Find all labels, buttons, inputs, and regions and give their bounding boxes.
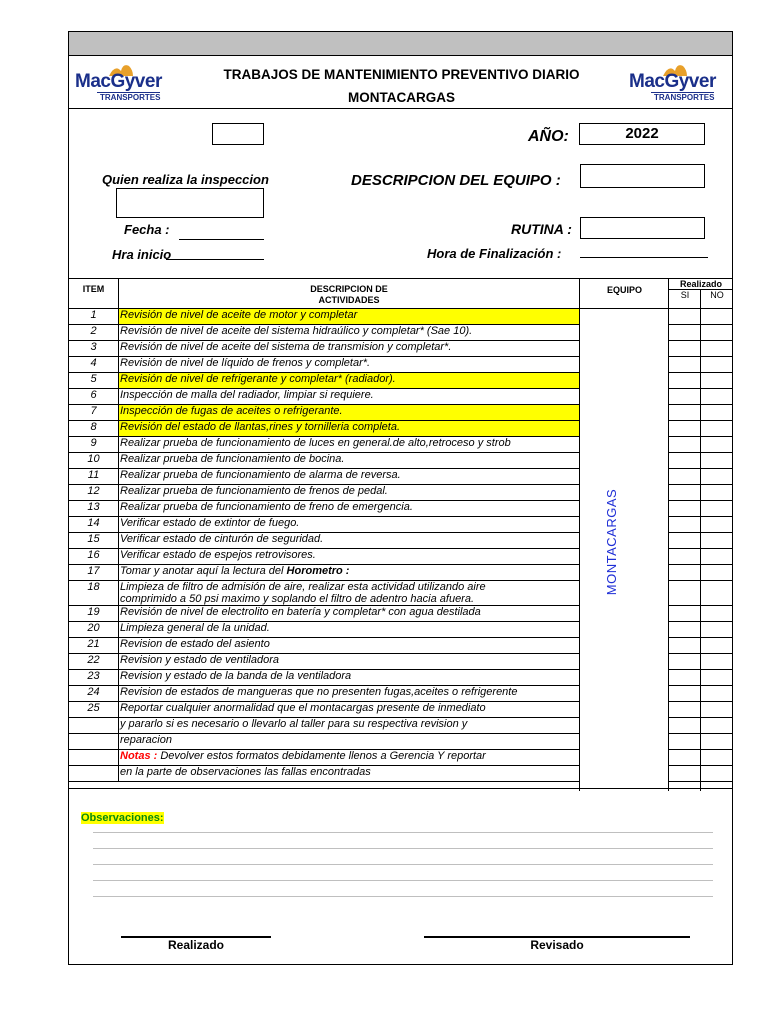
no-checkbox[interactable] <box>702 549 732 564</box>
si-checkbox[interactable] <box>670 501 700 516</box>
item-number: 9 <box>90 437 97 449</box>
no-checkbox[interactable] <box>702 686 732 701</box>
no-checkbox[interactable] <box>702 437 732 452</box>
horometro-label: Horometro : <box>286 565 350 577</box>
logo-left <box>75 62 175 104</box>
si-checkbox[interactable] <box>670 702 700 717</box>
no-checkbox[interactable] <box>702 750 732 765</box>
col-realizado-header: Realizado <box>679 279 722 289</box>
item-number: 24 <box>87 686 100 698</box>
no-checkbox[interactable] <box>702 766 732 781</box>
item-number: 21 <box>87 638 100 650</box>
activity-line: Revisión de nivel de líquido de frenos y completar*. <box>120 357 371 369</box>
activity-text <box>119 702 580 717</box>
si-checkbox[interactable] <box>670 654 700 669</box>
activity-line: Revisión de nivel de aceite de motor y completar <box>120 309 358 321</box>
anio-label: AÑO: <box>528 128 569 145</box>
activity-line: Revisión de nivel de aceite del sistema hidraúlico y completar* (Sae 10). <box>120 325 473 337</box>
top-bar <box>69 32 732 56</box>
header-divider <box>69 108 732 109</box>
logo-brand: MacGyver <box>75 71 162 92</box>
activity-text <box>119 622 580 637</box>
activity-line: Revisión del estado de llantas,rines y tornilleria completa. <box>120 421 401 433</box>
obs-line[interactable] <box>93 832 713 833</box>
si-checkbox[interactable] <box>670 606 700 621</box>
col-line <box>118 279 119 781</box>
activity-text <box>119 517 580 532</box>
fecha-field[interactable] <box>179 239 264 240</box>
no-checkbox[interactable] <box>702 517 732 532</box>
activity-text <box>119 734 580 749</box>
no-checkbox[interactable] <box>702 325 732 340</box>
activity-line: Realizar prueba de funcionamiento de luces en general.de alto,retroceso y strob <box>120 437 511 449</box>
activity-text <box>119 485 580 500</box>
no-checkbox[interactable] <box>702 606 732 621</box>
activity-line: Limpieza general de la unidad. <box>120 622 270 634</box>
rutina-field[interactable] <box>580 217 705 239</box>
logo-sub: TRANSPORTES <box>651 92 714 102</box>
no-checkbox[interactable] <box>702 533 732 548</box>
activity-text <box>119 389 580 404</box>
item-number: 13 <box>87 501 100 513</box>
equipo-header-line <box>580 308 669 309</box>
activity-line: Revisión de nivel de aceite del sistema de transmision y completar*. <box>120 341 452 353</box>
activity-line: Tomar y anotar aquí la lectura del <box>120 565 284 577</box>
col-si-header: SI <box>680 290 690 300</box>
si-checkbox[interactable] <box>670 437 700 452</box>
activity-text <box>119 718 580 733</box>
activity-line: Inspección de malla del radiador, limpiar si requiere. <box>120 389 374 401</box>
realizado-label: Realizado <box>167 938 224 952</box>
obs-line[interactable] <box>93 880 713 881</box>
item-number: 14 <box>87 517 100 529</box>
no-checkbox[interactable] <box>702 718 732 733</box>
activity-line: Revision y estado de ventiladora <box>120 654 279 666</box>
si-checkbox[interactable] <box>670 325 700 340</box>
item-number: 15 <box>87 533 100 545</box>
no-checkbox[interactable] <box>702 357 732 372</box>
item-number: 3 <box>90 341 97 353</box>
inspector-field[interactable] <box>116 188 264 218</box>
item-number: 12 <box>87 485 100 497</box>
no-checkbox[interactable] <box>702 581 732 605</box>
activity-text <box>119 606 580 621</box>
item-number: 2 <box>90 325 97 337</box>
no-checkbox[interactable] <box>702 622 732 637</box>
activity-text <box>119 325 580 340</box>
col-equipo-header: EQUIPO <box>606 285 642 295</box>
activity-text <box>119 750 580 765</box>
activity-line: Reportar cualquier anormalidad que el montacargas presente de inmediato <box>120 702 486 714</box>
no-checkbox[interactable] <box>702 485 732 500</box>
fecha-label: Fecha : <box>124 222 170 237</box>
item-number: 22 <box>87 654 100 666</box>
no-checkbox[interactable] <box>702 405 732 420</box>
activity-line: Revisión de nivel de refrigerante y completar* (radiador). <box>120 373 396 385</box>
item-number: 10 <box>87 453 100 465</box>
hora-fin-field[interactable] <box>580 257 708 258</box>
si-checkbox[interactable] <box>670 389 700 404</box>
activity-line: Realizar prueba de funcionamiento de bocina. <box>120 453 345 465</box>
si-checkbox[interactable] <box>670 341 700 356</box>
activity-text <box>119 437 580 452</box>
activities-table <box>69 279 734 789</box>
si-checkbox[interactable] <box>670 485 700 500</box>
col-line <box>668 279 669 791</box>
item-number: 1 <box>90 309 97 321</box>
si-checkbox[interactable] <box>670 686 700 701</box>
no-checkbox[interactable] <box>702 469 732 484</box>
hora-fin-label: Hora de Finalización : <box>427 246 562 261</box>
quien-label: Quien realiza la inspeccion <box>102 172 269 187</box>
activity-line: Realizar prueba de funcionamiento de frenos de pedal. <box>120 485 388 497</box>
item-number: 8 <box>90 421 97 433</box>
no-checkbox[interactable] <box>702 309 732 324</box>
si-checkbox[interactable] <box>670 533 700 548</box>
item-number: 5 <box>90 373 97 385</box>
item-number: 19 <box>87 606 100 618</box>
si-checkbox[interactable] <box>670 421 700 436</box>
anio-field[interactable]: 2022 <box>579 123 705 145</box>
title-line2: MONTACARGAS <box>348 90 455 105</box>
activity-text <box>119 405 580 420</box>
activity-text <box>119 453 580 468</box>
activity-text <box>119 357 580 372</box>
activity-text <box>119 421 580 436</box>
activity-text <box>119 581 580 605</box>
activity-text <box>119 766 580 781</box>
no-checkbox[interactable] <box>702 654 732 669</box>
no-checkbox[interactable] <box>702 702 732 717</box>
no-checkbox[interactable] <box>702 373 732 388</box>
si-checkbox[interactable] <box>670 469 700 484</box>
no-checkbox[interactable] <box>702 734 732 749</box>
item-number: 17 <box>87 565 100 577</box>
obs-line[interactable] <box>93 864 713 865</box>
top-small-box[interactable] <box>212 123 264 145</box>
si-checkbox[interactable] <box>670 670 700 685</box>
si-checkbox[interactable] <box>670 405 700 420</box>
col-line <box>700 289 701 791</box>
realizado-sub-line <box>669 289 733 290</box>
activity-line: y pararlo si es necesario o llevarlo al taller para su respectiva revision y <box>120 718 468 730</box>
si-checkbox[interactable] <box>670 453 700 468</box>
activity-text <box>119 373 580 388</box>
activity-line: Verificar estado de extintor de fuego. <box>120 517 300 529</box>
activity-text <box>119 549 580 564</box>
observaciones-label: Observaciones: <box>81 812 164 824</box>
table-bottom-border <box>69 788 732 789</box>
activity-line: Revision de estado del asiento <box>120 638 270 650</box>
si-checkbox[interactable] <box>670 581 700 605</box>
no-checkbox[interactable] <box>702 389 732 404</box>
descripcion-field[interactable] <box>580 164 705 188</box>
activity-line: comprimido a 50 psi maximo y soplando el filtro de adentro hacia afuera. <box>120 593 475 605</box>
item-number: 4 <box>90 357 97 369</box>
si-checkbox[interactable] <box>670 638 700 653</box>
activity-text <box>119 533 580 548</box>
no-checkbox[interactable] <box>702 453 732 468</box>
no-checkbox[interactable] <box>702 565 732 580</box>
notes-label: Notas : <box>120 750 158 762</box>
hra-inicio-field[interactable] <box>166 259 264 260</box>
item-number: 6 <box>90 389 97 401</box>
activity-line: Verificar estado de espejos retrovisores. <box>120 549 316 561</box>
si-checkbox[interactable] <box>670 766 700 781</box>
logo-brand: MacGyver <box>629 71 716 92</box>
col-no-header: NO <box>710 290 724 300</box>
no-checkbox[interactable] <box>702 341 732 356</box>
activity-line: Devolver estos formatos debidamente llenos a Gerencia Y reportar <box>160 750 486 762</box>
si-checkbox[interactable] <box>670 549 700 564</box>
item-number: 16 <box>87 549 100 561</box>
activity-line: Realizar prueba de funcionamiento de freno de emergencia. <box>120 501 413 513</box>
equipo-value: MONTACARGAS <box>604 488 619 596</box>
activity-line: Limpieza de filtro de admisión de aire, realizar esta actividad utilizando aire <box>120 581 486 593</box>
si-checkbox[interactable] <box>670 517 700 532</box>
no-checkbox[interactable] <box>702 670 732 685</box>
logo-right <box>629 62 729 104</box>
activity-text <box>119 686 580 701</box>
activity-text <box>119 638 580 653</box>
item-number: 11 <box>87 469 100 481</box>
descripcion-label: DESCRIPCION DEL EQUIPO : <box>351 172 561 189</box>
si-checkbox[interactable] <box>670 357 700 372</box>
activity-text <box>119 654 580 669</box>
activity-line: Realizar prueba de funcionamiento de alarma de reversa. <box>120 469 401 481</box>
si-checkbox[interactable] <box>670 565 700 580</box>
obs-line[interactable] <box>93 848 713 849</box>
si-checkbox[interactable] <box>670 734 700 749</box>
si-checkbox[interactable] <box>670 309 700 324</box>
activity-text <box>119 670 580 685</box>
activity-text <box>119 309 580 324</box>
item-number: 23 <box>87 670 100 682</box>
activity-text <box>119 341 580 356</box>
col-line <box>579 279 580 791</box>
si-checkbox[interactable] <box>670 373 700 388</box>
no-checkbox[interactable] <box>702 638 732 653</box>
activity-line: Revision de estados de mangueras que no presenten fugas,aceites o refrigerente <box>120 686 518 698</box>
col-desc-header-1: DESCRIPCION DE <box>310 284 388 294</box>
item-number: 18 <box>87 581 100 593</box>
no-checkbox[interactable] <box>702 501 732 516</box>
si-checkbox[interactable] <box>670 718 700 733</box>
rutina-label: RUTINA : <box>511 221 572 237</box>
activity-text <box>119 565 580 580</box>
item-number: 20 <box>87 622 100 634</box>
activity-line: Revision y estado de la banda de la ventiladora <box>120 670 352 682</box>
item-number: 7 <box>90 405 97 417</box>
no-checkbox[interactable] <box>702 421 732 436</box>
activity-line: en la parte de observaciones las fallas encontradas <box>120 766 371 778</box>
form-frame <box>68 31 733 965</box>
row-line <box>69 781 580 782</box>
activity-line: Verificar estado de cinturón de seguridad. <box>120 533 324 545</box>
si-checkbox[interactable] <box>670 750 700 765</box>
row-line <box>669 781 733 782</box>
si-checkbox[interactable] <box>670 622 700 637</box>
col-item-header: ITEM <box>82 284 105 294</box>
activity-line: Inspección de fugas de aceites o refrigerante. <box>120 405 343 417</box>
activity-text <box>119 469 580 484</box>
obs-line[interactable] <box>93 896 713 897</box>
item-number: 25 <box>87 702 100 714</box>
activity-line: reparacion <box>120 734 172 746</box>
title-line1: TRABAJOS DE MANTENIMIENTO PREVENTIVO DIARIO <box>223 67 580 82</box>
revisado-label: Revisado <box>530 938 584 952</box>
activity-line: Revisión de nivel de electrolito en batería y completar* con agua destilada <box>120 606 481 618</box>
col-desc-header-2: ACTIVIDADES <box>318 295 380 305</box>
hra-inicio-label: Hra inicio <box>112 247 172 262</box>
activity-text <box>119 501 580 516</box>
logo-sub: TRANSPORTES <box>97 92 160 102</box>
